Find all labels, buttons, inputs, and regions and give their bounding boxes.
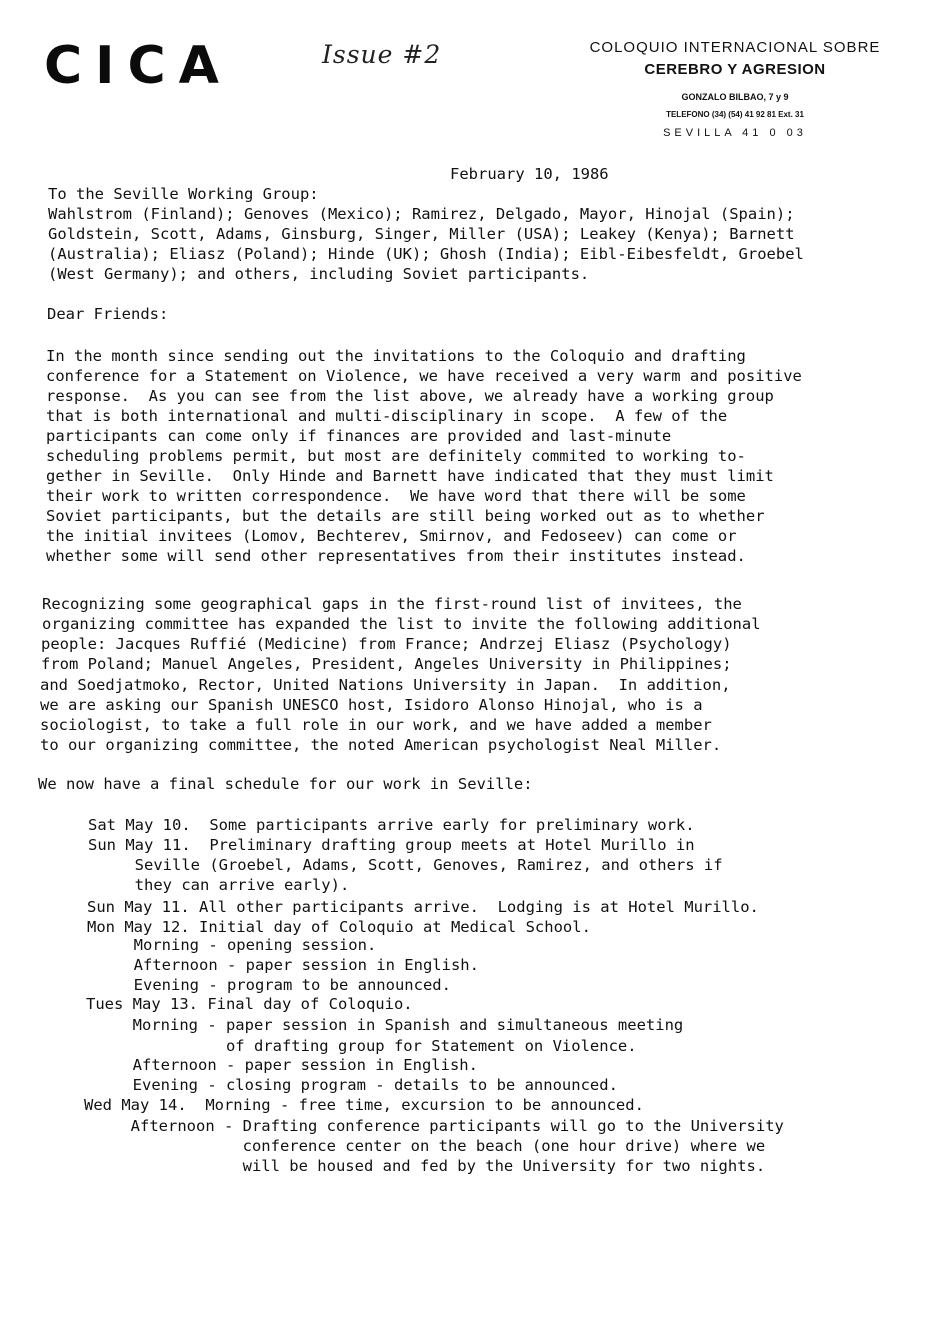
schedule-line: Morning - paper session in Spanish and simultaneous meeting [86, 1016, 684, 1034]
letterhead-street: GONZALO BILBAO, 7 y 9 [681, 92, 789, 102]
paragraph2-line: and Soedjatmoko, Rector, United Nations University in Japan. In addition, [40, 676, 731, 694]
schedule-line: Evening - closing program - details to be announced. [86, 1076, 618, 1094]
schedule-line: Evening - program to be announced. [87, 976, 451, 994]
paragraph1-line: that is both international and multi-disciplinary in scope. A few of the [46, 407, 728, 425]
paragraph2-line: to our organizing committee, the noted American psychologist Neal Miller. [40, 736, 722, 754]
letterhead-phone: TELEFONO (34) (54) 41 92 81 Ext. 31 [666, 110, 804, 119]
addressee-line: (Australia); Eliasz (Poland); Hinde (UK); Ghosh (India); Eibl-Eibesfeldt, Groebel [48, 245, 804, 263]
letterhead-city: SEVILLA 41 0 03 [663, 127, 807, 139]
schedule-line: Mon May 12. Initial day of Coloquio at Medical School. [87, 918, 591, 936]
schedule-line: Morning - opening session. [87, 936, 377, 954]
addressee-line: To the Seville Working Group: [48, 185, 319, 203]
paragraph2-line: organizing committee has expanded the list to invite the following additional [42, 615, 761, 633]
paragraph1-line: response. As you can see from the list above, we already have a working group [46, 387, 774, 405]
paragraph1-line: the initial invitees (Lomov, Bechterev, Smirnov, and Fedoseev) can come or [46, 527, 737, 545]
schedule-line: Afternoon - Drafting conference participants will go to the University [84, 1117, 784, 1135]
addressee-line: (West Germany); and others, including Soviet participants. [48, 265, 590, 283]
schedule-line: Afternoon - paper session in English. [86, 1056, 478, 1074]
paragraph2-line: Recognizing some geographical gaps in the first-round list of invitees, the [42, 595, 742, 613]
schedule-line: of drafting group for Statement on Violence. [86, 1037, 637, 1055]
paragraph1-line: participants can come only if finances are provided and last-minute [46, 427, 672, 445]
addressee-line: Goldstein, Scott, Adams, Ginsburg, Singer, Miller (USA); Leakey (Kenya); Barnett [48, 225, 795, 243]
paragraph1-line: their work to written correspondence. We have word that there will be some [46, 487, 746, 505]
schedule-line: conference center on the beach (one hour drive) where we [84, 1137, 766, 1155]
paragraph1-line: scheduling problems permit, but most are definitely commited to working to- [46, 447, 746, 465]
schedule-line: Sat May 10. Some participants arrive early for preliminary work. [88, 816, 695, 834]
schedule-line: will be housed and fed by the University for two nights. [84, 1157, 766, 1175]
letterhead-address [555, 38, 915, 144]
paragraph1-line: In the month since sending out the invitations to the Coloquio and drafting [46, 347, 746, 365]
paragraph1-line: conference for a Statement on Violence, we have received a very warm and positive [46, 367, 802, 385]
paragraph1-line: gether in Seville. Only Hinde and Barnett have indicated that they must limit [46, 467, 774, 485]
salutation: Dear Friends: [47, 305, 169, 323]
schedule-line: Wed May 14. Morning - free time, excursion to be announced. [84, 1096, 644, 1114]
schedule-line: Seville (Groebel, Adams, Scott, Genoves, Ramirez, and others if [88, 856, 723, 874]
schedule-line: Afternoon - paper session in English. [87, 956, 479, 974]
schedule-intro: We now have a final schedule for our work in Seville: [38, 775, 533, 793]
paragraph2-line: from Poland; Manuel Angeles, President, Angeles University in Philippines; [41, 655, 732, 673]
paragraph2-line: people: Jacques Ruffié (Medicine) from France; Andrzej Eliasz (Psychology) [41, 635, 732, 653]
addressee-line: Wahlstrom (Finland); Genoves (Mexico); Ramirez, Delgado, Mayor, Hinojal (Spain); [48, 205, 795, 223]
letter-date: February 10, 1986 [450, 165, 609, 183]
letterhead-line1: COLOQUIO INTERNACIONAL SOBRE [589, 39, 881, 56]
schedule-line: Sun May 11. All other participants arrive. Lodging is at Hotel Murillo. [87, 898, 759, 916]
cica-logo: CICA [44, 36, 232, 96]
letterhead-line2: CEREBRO Y AGRESION [644, 61, 826, 78]
paragraph2-line: we are asking our Spanish UNESCO host, Isidoro Alonso Hinojal, who is a [40, 696, 703, 714]
handwritten-issue-note: Issue #2 [322, 40, 442, 69]
paragraph1-line: whether some will send other representatives from their institutes instead. [46, 547, 746, 565]
paragraph1-line: Soviet participants, but the details are still being worked out as to whether [46, 507, 765, 525]
schedule-line: Sun May 11. Preliminary drafting group meets at Hotel Murillo in [88, 836, 695, 854]
paragraph2-line: sociologist, to take a full role in our work, and we have added a member [40, 716, 712, 734]
schedule-line: they can arrive early). [88, 876, 350, 894]
schedule-line: Tues May 13. Final day of Coloquio. [86, 995, 413, 1013]
